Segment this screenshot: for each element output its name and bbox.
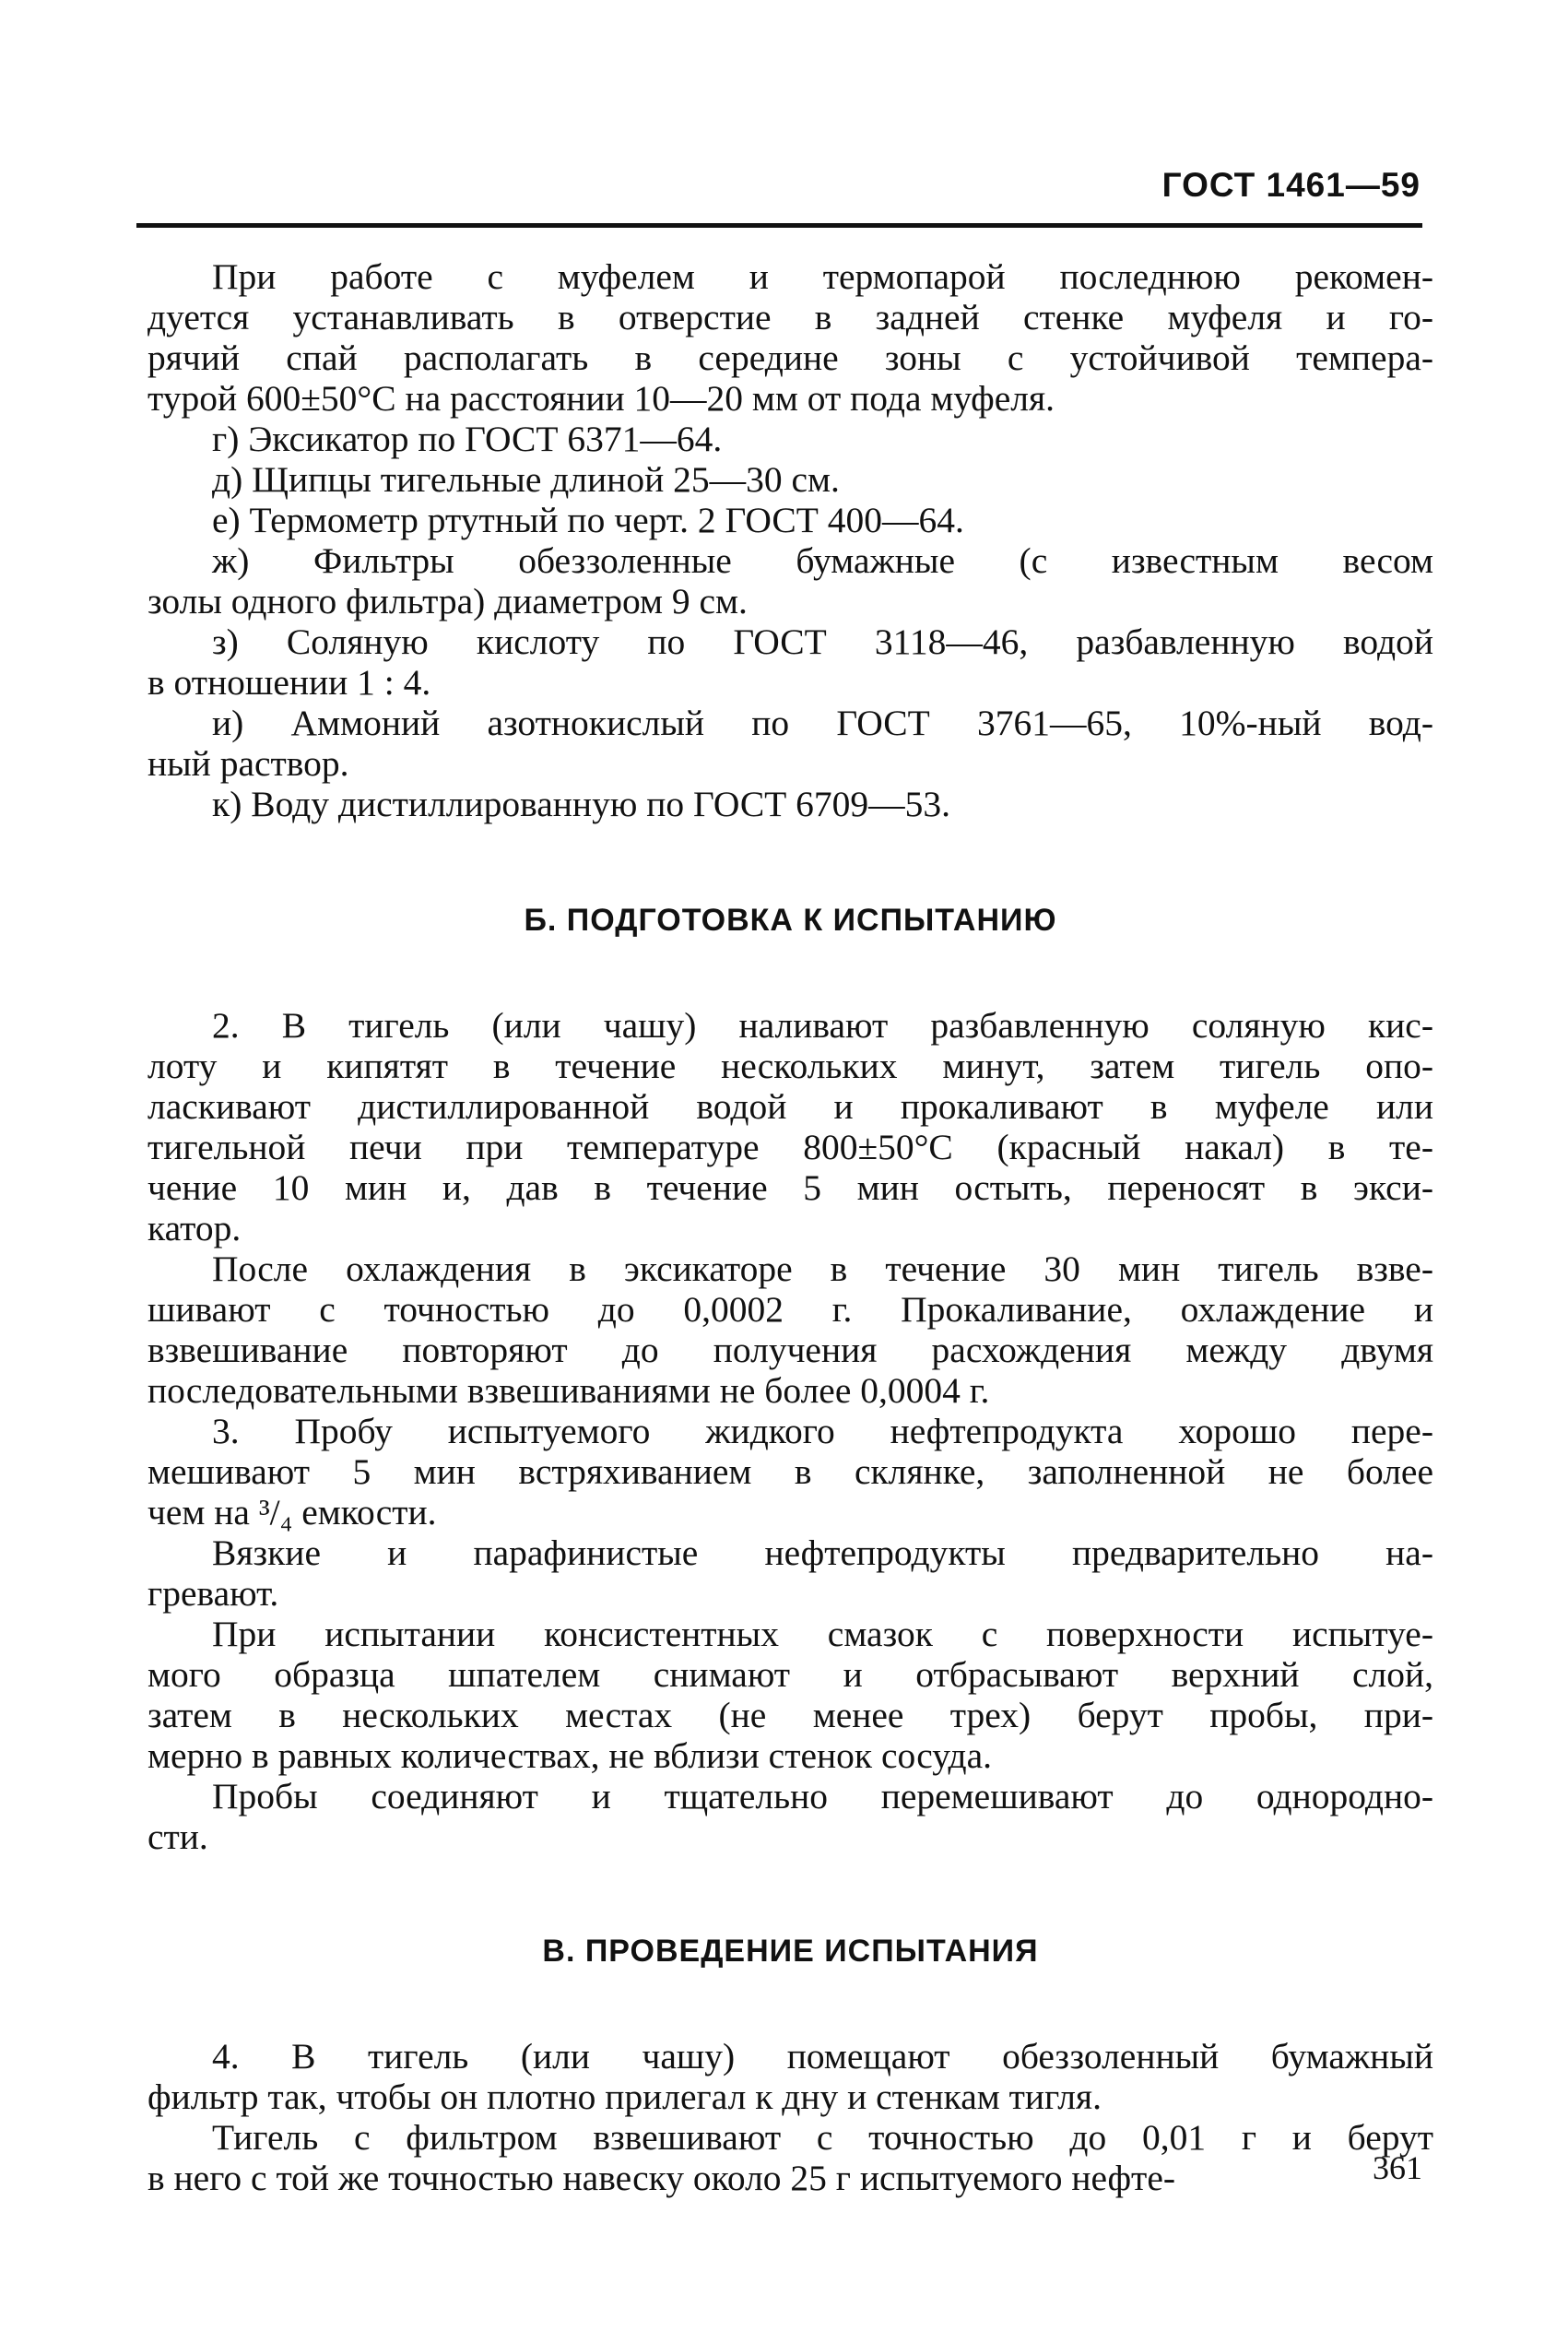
paragraph — [147, 256, 1433, 419]
text-line: чем на ³/₄ емкости. — [147, 1492, 437, 1532]
paragraph — [147, 1532, 1433, 1614]
text-line: в него с той же точностью навеску около 25 г испытуемого нефте- — [147, 2158, 1176, 2198]
section-heading-v: В. ПРОВЕДЕНИЕ ИСПЫТАНИЯ — [542, 1934, 1039, 1969]
text-line: последовательными взвешиваниями не более 0,0004 г. — [147, 1370, 990, 1411]
text-line: фильтр так, чтобы он плотно прилегал к дну и стенкам тигля. — [147, 2077, 1102, 2117]
text-block-b — [147, 1005, 1433, 1857]
text-line: г) Эксикатор по ГОСТ 6371—64. — [212, 419, 723, 459]
text-line: шивают с точностью до 0,0002 г. Прокаливание, охлаждение и — [147, 1289, 1433, 1330]
text-line: мерно в равных количествах, не вблизи стенок сосуда. — [147, 1735, 992, 1776]
text-line: турой 600±50°С на расстоянии 10—20 мм от пода муфеля. — [147, 378, 1055, 419]
paragraph — [147, 1411, 1433, 1532]
page-body — [147, 256, 1433, 2198]
text-line: ный раствор. — [147, 743, 349, 784]
text-line: и) Аммоний азотнокислый по ГОСТ 3761—65, 10%-ный вод- — [212, 703, 1433, 743]
paragraph — [147, 1005, 1433, 1248]
text-line: Вязкие и парафинистые нефтепродукты предварительно на- — [212, 1532, 1433, 1573]
header-rule — [136, 223, 1422, 228]
paragraph — [147, 1614, 1433, 1776]
text-line: в отношении 1 : 4. — [147, 662, 431, 703]
text-line: затем в нескольких местах (не менее трех) берут пробы, при- — [147, 1695, 1433, 1735]
text-line: з) Соляную кислоту по ГОСТ 3118—46, разбавленную водой — [212, 621, 1433, 662]
text-line: 2. В тигель (или чашу) наливают разбавленную соляную кис- — [212, 1005, 1433, 1046]
paragraph — [147, 419, 1433, 459]
paragraph — [147, 2036, 1433, 2117]
text-block-v — [147, 2036, 1433, 2198]
text-line: д) Щипцы тигельные длиной 25—30 см. — [212, 459, 840, 500]
paragraph — [147, 703, 1433, 784]
text-block-top — [147, 256, 1433, 824]
text-line: Тигель с фильтром взвешивают с точностью до 0,01 г и берут — [212, 2117, 1433, 2158]
text-line: ласкивают дистиллированной водой и прокаливают в муфеле или — [147, 1086, 1433, 1127]
text-line: После охлаждения в эксикаторе в течение 30 мин тигель взве- — [212, 1248, 1433, 1289]
text-line: катор. — [147, 1208, 242, 1248]
text-line: При испытании консистентных смазок с поверхности испытуе- — [212, 1614, 1433, 1654]
text-line: мого образца шпателем снимают и отбрасывают верхний слой, — [147, 1654, 1433, 1695]
text-line: мешивают 5 мин встряхиванием в склянке, заполненной не более — [147, 1451, 1433, 1492]
paragraph — [147, 2117, 1433, 2198]
text-line: При работе с муфелем и термопарой последнюю рекомен- — [212, 256, 1433, 297]
text-line: ж) Фильтры обеззоленные бумажные (с известным весом — [212, 540, 1433, 581]
text-line: к) Воду дистиллированную по ГОСТ 6709—53. — [212, 784, 951, 824]
text-line: 4. В тигель (или чашу) помещают обеззоленный бумажный — [212, 2036, 1433, 2077]
section-heading-b: Б. ПОДГОТОВКА К ИСПЫТАНИЮ — [524, 903, 1057, 938]
text-line: тигельной печи при температуре 800±50°С (красный накал) в те- — [147, 1127, 1433, 1167]
text-line: золы одного фильтра) диаметром 9 см. — [147, 581, 748, 621]
text-line: рячий спай располагать в середине зоны с устойчивой темпера- — [147, 337, 1433, 378]
text-line: Пробы соединяют и тщательно перемешивают до однородно- — [212, 1776, 1433, 1816]
paragraph — [147, 1776, 1433, 1857]
text-line: взвешивание повторяют до получения расхождения между двумя — [147, 1330, 1433, 1370]
text-line: гревают. — [147, 1573, 279, 1614]
text-line: чение 10 мин и, дав в течение 5 мин остыть, переносят в экси- — [147, 1167, 1433, 1208]
paragraph — [147, 621, 1433, 703]
text-line: 3. Пробу испытуемого жидкого нефтепродукта хорошо пере- — [212, 1411, 1433, 1451]
paragraph — [147, 784, 1433, 824]
paragraph — [147, 459, 1433, 500]
text-line: дуется устанавливать в отверстие в задней стенке муфеля и го- — [147, 297, 1433, 337]
text-line: сти. — [147, 1816, 208, 1857]
page-number: 361 — [1373, 2149, 1422, 2186]
text-line: е) Термометр ртутный по черт. 2 ГОСТ 400—64. — [212, 500, 964, 540]
text-line: лоту и кипятят в течение нескольких минут, затем тигель опо- — [147, 1046, 1433, 1086]
paragraph — [147, 540, 1433, 621]
paragraph — [147, 500, 1433, 540]
paragraph — [147, 1248, 1433, 1411]
running-header: ГОСТ 1461—59 — [1161, 166, 1421, 204]
